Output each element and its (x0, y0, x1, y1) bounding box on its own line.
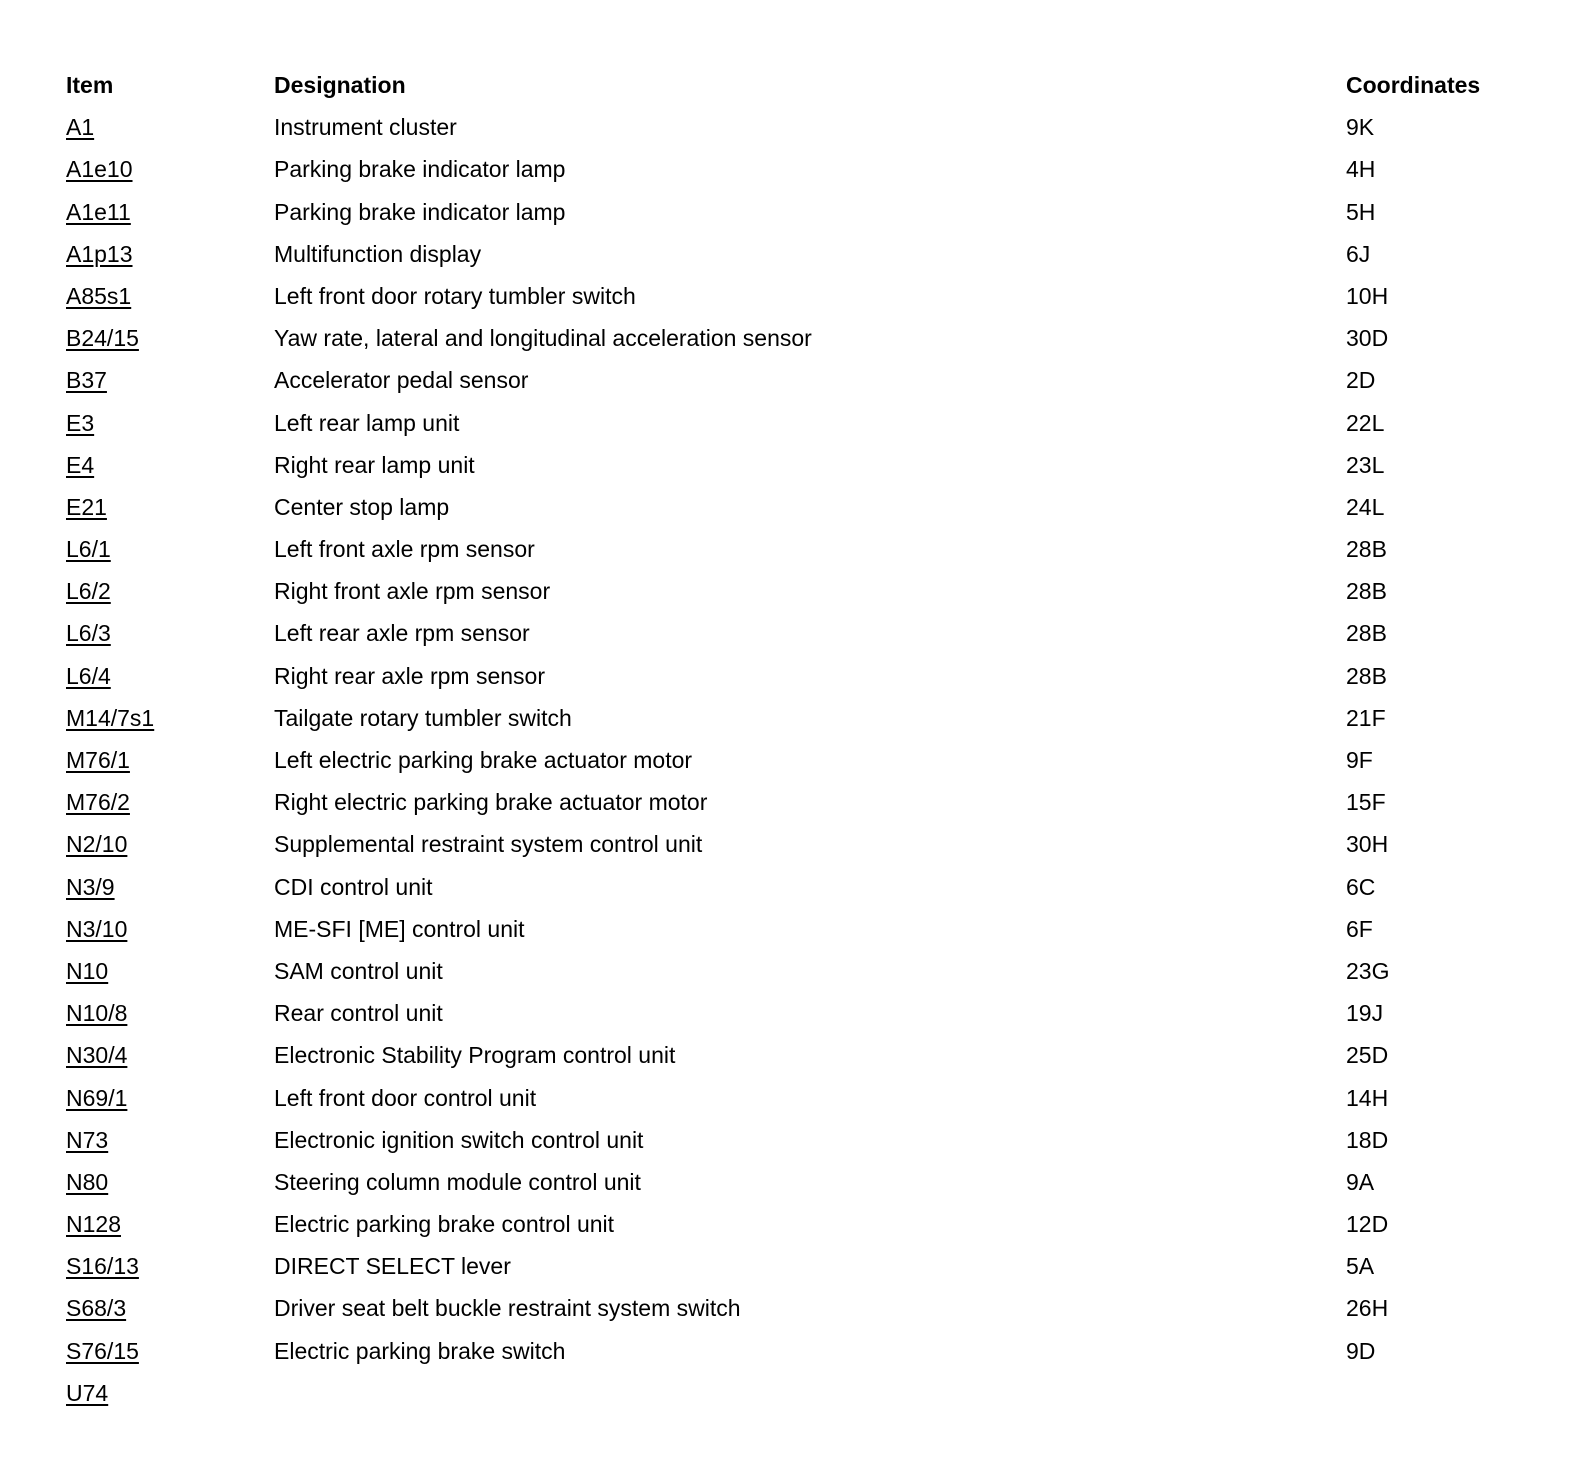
item-link[interactable]: L6/1 (66, 536, 111, 563)
designation-cell: Left front door control unit (274, 1084, 537, 1111)
item-link[interactable]: U74 (66, 1379, 109, 1406)
item-cell (66, 233, 133, 275)
table-row (66, 612, 1536, 654)
designation-cell: Right rear axle rpm sensor (274, 662, 545, 689)
coordinates-cell: 12D (1346, 1211, 1389, 1238)
designation-cell: Supplemental restraint system control unit (274, 831, 703, 858)
item-link[interactable]: E3 (66, 409, 95, 436)
item-link[interactable]: N73 (66, 1126, 109, 1153)
table-header-row (66, 64, 1536, 106)
designation-cell: Left front door rotary tumbler switch (274, 282, 636, 309)
designation-cell: Driver seat belt buckle restraint system switch (274, 1295, 741, 1322)
item-cell (66, 823, 127, 865)
item-cell (66, 697, 154, 739)
designation-cell: Multifunction display (274, 240, 482, 267)
item-link[interactable]: S68/3 (66, 1295, 127, 1322)
coordinates-cell: 9F (1346, 747, 1373, 773)
coordinates-cell: 21F (1346, 704, 1386, 731)
designation-cell: Rear control unit (274, 1000, 443, 1027)
item-cell (66, 317, 139, 359)
coordinates-cell: 9A (1346, 1168, 1375, 1195)
item-link[interactable]: A1e11 (66, 198, 131, 225)
item-link[interactable]: B24/15 (66, 325, 139, 352)
table-row (66, 402, 1536, 444)
item-cell (66, 359, 107, 401)
designation-cell: CDI control unit (274, 873, 433, 900)
header-designation: Designation (274, 72, 406, 98)
coordinates-cell: 23G (1346, 957, 1390, 984)
item-link[interactable]: M76/1 (66, 747, 130, 773)
designation-cell: Left electric parking brake actuator motor (274, 747, 693, 773)
table-row (66, 1245, 1536, 1287)
table-row (66, 359, 1536, 401)
item-cell (66, 866, 115, 908)
item-link[interactable]: N30/4 (66, 1042, 128, 1069)
designation-cell: DIRECT SELECT lever (274, 1253, 511, 1280)
table-row (66, 655, 1536, 697)
item-cell (66, 528, 111, 570)
coordinates-cell: 30D (1346, 325, 1389, 352)
item-link[interactable]: A1 (66, 114, 95, 141)
coordinates-cell: 26H (1346, 1295, 1389, 1322)
designation-cell: Instrument cluster (274, 114, 457, 141)
coordinates-cell: 28B (1346, 536, 1387, 563)
designation-cell: Electric parking brake switch (274, 1337, 566, 1364)
designation-cell: Steering column module control unit (274, 1168, 641, 1195)
table-row (66, 528, 1536, 570)
component-legend-table (66, 64, 1536, 1414)
item-cell (66, 570, 111, 612)
item-cell (66, 1161, 108, 1203)
item-link[interactable]: M76/2 (66, 789, 130, 816)
coordinates-cell: 5A (1346, 1253, 1375, 1280)
header-coordinates: Coordinates (1346, 72, 1481, 98)
designation-cell: Left rear axle rpm sensor (274, 620, 530, 647)
item-link[interactable]: S16/13 (66, 1253, 139, 1280)
coordinates-cell: 9D (1346, 1337, 1376, 1364)
item-link[interactable]: N80 (66, 1168, 109, 1195)
item-link[interactable]: N2/10 (66, 831, 128, 858)
header-item: Item (66, 72, 114, 98)
designation-cell: Yaw rate, lateral and longitudinal acceleration sensor (274, 325, 812, 352)
coordinates-cell: 10H (1346, 282, 1389, 309)
table-row (66, 1077, 1536, 1119)
designation-cell: Parking brake indicator lamp (274, 156, 566, 183)
item-link[interactable]: N3/9 (66, 873, 115, 900)
designation-cell: Left front axle rpm sensor (274, 536, 535, 563)
item-cell (66, 1372, 108, 1414)
coordinates-cell: 6C (1346, 873, 1376, 900)
table-row (66, 191, 1536, 233)
table-row (66, 1161, 1536, 1203)
item-link[interactable]: L6/2 (66, 578, 111, 605)
table-row (66, 570, 1536, 612)
item-link[interactable]: N10 (66, 957, 109, 984)
table-row (66, 275, 1536, 317)
item-cell (66, 275, 131, 317)
item-link[interactable]: L6/3 (66, 620, 111, 647)
table-body (66, 106, 1536, 1414)
item-link[interactable]: E21 (66, 493, 107, 520)
table-row (66, 823, 1536, 865)
item-link[interactable]: A1e10 (66, 156, 133, 183)
coordinates-cell: 30H (1346, 831, 1389, 858)
coordinates-cell: 5H (1346, 198, 1376, 225)
coordinates-cell: 4H (1346, 156, 1376, 183)
table-row (66, 866, 1536, 908)
coordinates-cell: 19J (1346, 1000, 1384, 1027)
item-cell (66, 781, 130, 823)
designation-cell: Electronic ignition switch control unit (274, 1126, 644, 1153)
item-link[interactable]: S76/15 (66, 1337, 139, 1364)
item-cell (66, 1077, 127, 1119)
designation-cell: Tailgate rotary tumbler switch (274, 704, 572, 731)
coordinates-cell: 2D (1346, 367, 1376, 394)
designation-cell: Electronic Stability Program control unit (274, 1042, 676, 1069)
item-link[interactable]: L6/4 (66, 662, 111, 689)
designation-cell: SAM control unit (274, 957, 443, 984)
coordinates-cell: 23L (1346, 451, 1385, 478)
designation-cell: Right front axle rpm sensor (274, 578, 551, 605)
coordinates-cell: 22L (1346, 409, 1385, 436)
item-cell (66, 655, 111, 697)
designation-cell: Left rear lamp unit (274, 409, 460, 436)
designation-cell: Right rear lamp unit (274, 451, 475, 478)
item-cell (66, 1245, 139, 1287)
item-link[interactable]: N128 (66, 1211, 121, 1238)
item-cell (66, 191, 131, 233)
item-link[interactable]: B37 (66, 367, 107, 394)
designation-cell: Electric parking brake control unit (274, 1211, 615, 1238)
coordinates-cell: 9K (1346, 114, 1375, 141)
table-row (66, 992, 1536, 1034)
item-cell (66, 1034, 127, 1076)
item-cell (66, 402, 94, 444)
designation-cell: Right electric parking brake actuator motor (274, 789, 708, 816)
table-row (66, 106, 1536, 148)
table-row (66, 908, 1536, 950)
item-cell (66, 908, 127, 950)
table-row (66, 233, 1536, 275)
item-cell (66, 992, 127, 1034)
item-cell (66, 950, 108, 992)
designation-cell: ME-SFI [ME] control unit (274, 915, 525, 942)
coordinates-cell: 28B (1346, 578, 1387, 605)
item-link[interactable]: N10/8 (66, 1000, 128, 1027)
table-row (66, 1034, 1536, 1076)
item-link[interactable]: A1p13 (66, 240, 133, 267)
designation-cell: Center stop lamp (274, 493, 450, 520)
item-cell (66, 1203, 121, 1245)
item-link[interactable]: N69/1 (66, 1084, 128, 1111)
item-cell (66, 444, 94, 486)
item-cell (66, 1119, 108, 1161)
coordinates-cell: 14H (1346, 1084, 1389, 1111)
item-cell (66, 1287, 126, 1329)
table-row (66, 1372, 1536, 1414)
coordinates-cell: 6F (1346, 915, 1373, 942)
item-link[interactable]: N3/10 (66, 915, 128, 942)
table-row (66, 1287, 1536, 1329)
coordinates-cell: 28B (1346, 620, 1387, 647)
table-row (66, 781, 1536, 823)
table-row (66, 444, 1536, 486)
designation-cell: Accelerator pedal sensor (274, 367, 529, 394)
coordinates-cell: 25D (1346, 1042, 1389, 1069)
item-link[interactable]: M14/7s1 (66, 704, 155, 731)
item-cell (66, 612, 111, 654)
coordinates-cell: 15F (1346, 789, 1386, 816)
table-row (66, 739, 1536, 781)
table-row (66, 486, 1536, 528)
designation-cell: Parking brake indicator lamp (274, 198, 566, 225)
item-cell (66, 739, 130, 781)
coordinates-cell: 24L (1346, 493, 1385, 520)
item-link[interactable]: E4 (66, 451, 95, 478)
table-row (66, 1119, 1536, 1161)
coordinates-cell: 6J (1346, 240, 1371, 267)
table-row (66, 1330, 1536, 1372)
table-row (66, 950, 1536, 992)
item-cell (66, 148, 133, 190)
coordinates-cell: 18D (1346, 1126, 1389, 1153)
table-row (66, 1203, 1536, 1245)
table-row (66, 317, 1536, 359)
item-cell (66, 1330, 139, 1372)
item-cell (66, 486, 107, 528)
item-link[interactable]: A85s1 (66, 282, 132, 309)
coordinates-cell: 28B (1346, 662, 1387, 689)
item-cell (66, 106, 94, 148)
table-row (66, 697, 1536, 739)
table-row (66, 148, 1536, 190)
